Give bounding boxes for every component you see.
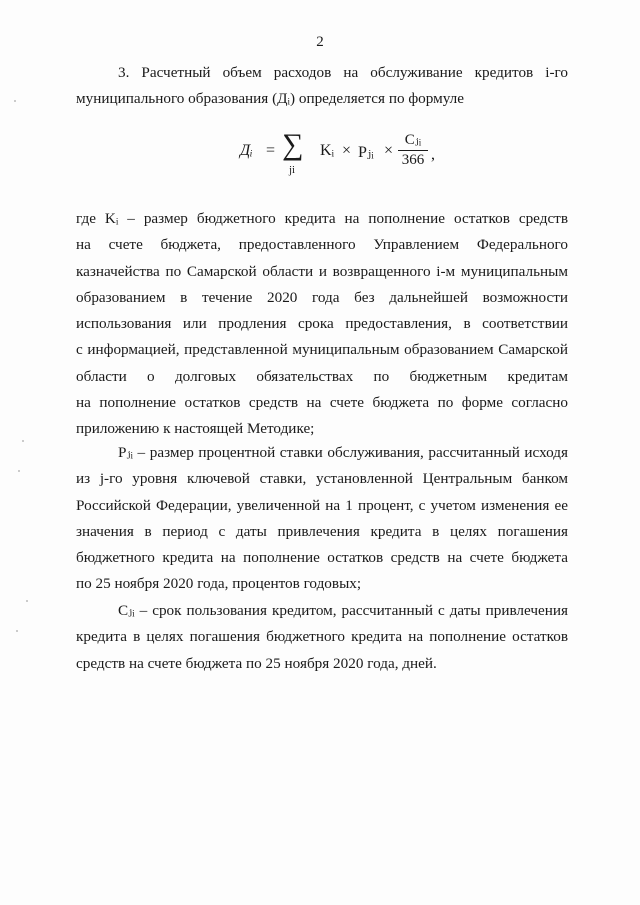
formula-comma: , [431, 146, 435, 163]
text-line: использования или продления срока предоставления, в соответствии [76, 315, 568, 333]
text-line: Cⱼᵢ – срок пользования кредитом, рассчитанный с даты привлечения [118, 602, 568, 619]
formula-times: × [384, 142, 394, 159]
formula-fraction [398, 130, 428, 169]
text-line: Российской Федерации, увеличенной на 1 процент, с учетом изменения ее [76, 496, 568, 514]
fraction-bar [398, 150, 428, 151]
page-number: 2 [316, 34, 324, 50]
text-line: с информацией, представленной муниципальным образованием Самарской [76, 341, 568, 359]
text-line: 3. Расчетный объем расходов на обслуживание кредитов i-го [118, 64, 568, 81]
text-line: бюджетного кредита на пополнение остатков средств на счете бюджета [76, 549, 568, 567]
formula-k-term: Kᵢ [320, 142, 335, 159]
scan-speck [16, 630, 18, 632]
text-line: на счете бюджета, предоставленного Управлением Федерального [76, 236, 568, 254]
formula-numerator: Cⱼᵢ [404, 132, 422, 148]
formula-denominator: 366 [401, 152, 425, 168]
formula-sum-index: ji [289, 164, 296, 176]
text-line: на пополнение остатков средств на счете бюджета по форме согласно [76, 394, 568, 412]
formula-sum-sign: ∑ [282, 128, 304, 161]
formula-times: × [342, 142, 352, 159]
text-line: области о долговых обязательствах по бюджетным кредитам [76, 367, 568, 385]
text-line: кредита в целях погашения бюджетного кредита на пополнение остатков [76, 628, 568, 646]
text-line: казначейства по Самарской области и возвращенного i-м муниципальным [76, 262, 568, 280]
scan-speck [26, 600, 28, 602]
scan-speck [18, 470, 20, 472]
formula-lhs: Дᵢ [240, 142, 253, 159]
text-line: приложению к настоящей Методике; [76, 420, 315, 438]
paragraph-intro [76, 60, 568, 113]
text-line: где Kᵢ – размер бюджетного кредита на пополнение остатков средств [76, 210, 568, 227]
text-line: Pⱼᵢ – размер процентной ставки обслуживания, рассчитанный исходя [118, 444, 568, 461]
text-line: образованием в течение 2020 года без дальнейшей возможности [76, 288, 568, 306]
text-line: значения в период с даты привлечения кредита в целях погашения [76, 522, 568, 540]
text-line: по 25 ноября 2020 года, процентов годовых; [76, 575, 362, 593]
paragraph-p-definition [76, 440, 568, 598]
text-line: средств на счете бюджета по 25 ноября 2020 года, дней. [76, 654, 437, 672]
text-line: муниципального образования (Дᵢ) определяется по формуле [76, 90, 464, 108]
formula [236, 128, 435, 182]
scan-speck [22, 440, 24, 442]
formula-equals: = [266, 142, 276, 159]
paragraph-c-definition [76, 598, 568, 677]
text-line: из j-го уровня ключевой ставки, установленной Центральным банком [76, 470, 568, 488]
formula-p-term: Pⱼᵢ [358, 144, 374, 161]
paragraph-k-definition [76, 206, 568, 443]
scan-speck [14, 100, 16, 102]
